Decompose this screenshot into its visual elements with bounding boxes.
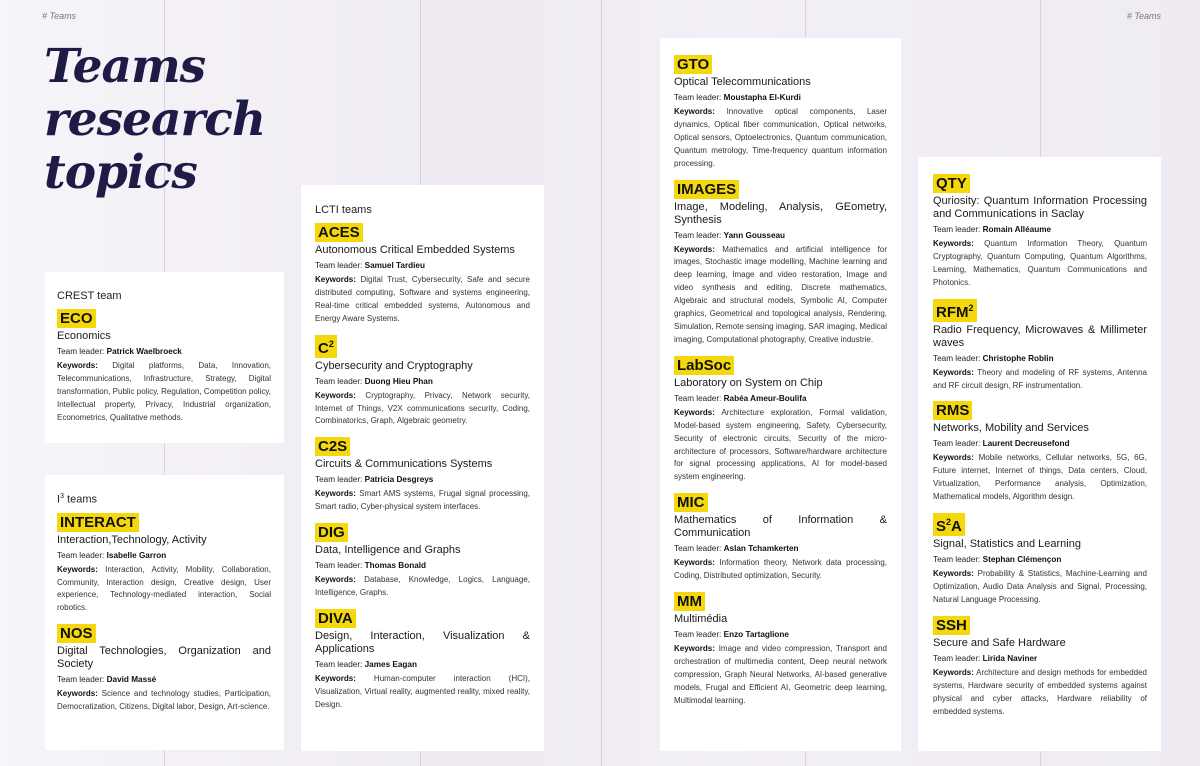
team-leader: Team leader: Rabéa Ameur-Boulifa	[674, 393, 807, 403]
team-name: Optical Telecommunications	[674, 76, 811, 88]
team-entry	[933, 299, 1147, 393]
team-entry	[315, 437, 530, 514]
team-leader: Team leader: Moustapha El-Kurdi	[674, 93, 801, 102]
team-entry	[674, 55, 887, 171]
team-code: DIG	[315, 523, 348, 542]
page-title	[44, 40, 265, 199]
team-keywords: Keywords: Digital Trust, Cybersecurity, Safe and secure distributed computing, Software and systems engineering, Real-time critical embedded systems, Autonomous and Energy Aware Systems.	[315, 275, 530, 323]
card-label: CREST team	[57, 290, 122, 302]
team-keywords: Keywords: Cryptography, Privacy, Network security, Internet of Things, V2X communications security, Coding, Combinatorics, Graph, Algebraic geometry.	[315, 390, 530, 426]
team-keywords: Keywords: Architecture exploration, Formal validation, Model-based system engineering, Safety, Cybersecurity, Security of electronic circuits, Security of the micro-architecture of processors, Software/hardware architecture for signal processing applications, AI for model-based system engineering.	[674, 407, 887, 482]
team-keywords: Keywords: Information theory, Network data processing, Coding, Distributed optimization, Security.	[674, 558, 887, 581]
team-name: Autonomous Critical Embedded Systems	[315, 244, 515, 256]
team-name: Cybersecurity and Cryptography	[315, 359, 473, 372]
team-leader: Team leader: Thomas Bonald	[315, 561, 427, 571]
team-keywords: Keywords: Mathematics and artificial intelligence for images, Stochastic image modelling, Machine learning and deep learning, Image and video restoration, Image and video synthesis and editing, Discrete mathematics, Algebraic and structural models, Symbolic AI, Computer graphics, Geometrical and topological analysis, Rendering, Simulation, Remote sensing imaging, SAR imaging, Medical imaging, Computational photography, Creative industrie.	[674, 244, 887, 344]
team-entry	[57, 513, 271, 616]
team-leader: Team leader: Laurent Decreusefond	[933, 439, 1070, 449]
running-head-left: # Teams	[42, 11, 77, 21]
team-entry	[315, 609, 530, 712]
card-label: LCTI teams	[315, 204, 372, 216]
team-name: Quriosity: Quantum Information Processing and Communications in Saclay	[933, 195, 1147, 220]
i3-teams-card	[45, 475, 284, 750]
team-entry	[674, 493, 887, 583]
team-keywords: Keywords: Theory and modeling of RF systems, Antenna and RF circuit design, RF instrumentation.	[933, 367, 1147, 390]
running-head-right: # Teams	[1126, 11, 1161, 21]
team-leader: Team leader: Duong Hieu Phan	[315, 376, 433, 386]
team-keywords: Keywords: Digital platforms, Data, Innovation, Telecommunications, Infrastructure, Strategy, Digital transformation, Public policy, Regulation, Competition policy, Intellectual property, Privacy, Industrial organization, Econometrics, Qualitative methods.	[57, 361, 271, 422]
team-code: C2S	[315, 437, 350, 456]
team-code: ACES	[315, 223, 363, 242]
team-code: RFM$^2$	[933, 299, 977, 322]
crest-team-card	[45, 272, 284, 443]
team-leader: Team leader: Patrick Waelbroeck	[57, 347, 182, 356]
column-4-teams-card	[918, 157, 1161, 751]
team-name: Radio Frequency, Microwaves & Millimeter waves	[933, 323, 1147, 349]
team-leader: Team leader: Stephan Clémençon	[933, 555, 1062, 565]
lcti-teams-card	[301, 185, 544, 751]
team-keywords: Keywords: Science and technology studies, Participation, Democratization, Citizens, Digital labor, Design, Art-science.	[57, 689, 271, 712]
team-keywords: Keywords: Mobile networks, Cellular networks, 5G, 6G, Future internet, Internet of things, Data centers, Cloud, Virtualization, Performance analysis, Optimization, Mathematical models, Algorithm design.	[933, 453, 1147, 502]
column-3-teams-card	[660, 38, 901, 751]
title-line-3: topics	[44, 145, 197, 200]
team-code: SSH	[933, 616, 970, 635]
team-keywords: Keywords: Interaction, Activity, Mobility, Collaboration, Community, Interaction design, Creative design, User experience, Technology-mediated interaction, Social robotics.	[57, 564, 271, 613]
team-leader: Team leader: Isabelle Garron	[57, 550, 167, 560]
team-code: $C^2$	[315, 335, 337, 358]
team-leader: Team leader: Samuel Tardieu	[315, 261, 425, 270]
team-name: Interaction,Technology, Activity	[57, 533, 207, 546]
team-keywords: Keywords: Quantum Information Theory, Quantum Cryptography, Quantum Computing, Quantum Algorithms, Learning, Mathematics, Quantum Communications and Photonics.	[933, 239, 1147, 287]
team-code: INTERACT	[57, 513, 139, 532]
team-keywords: Keywords: Architecture and design methods for embedded systems, Hardware security of embedded systems against physical and cyber attacks, Hardware reliability of embedded systems.	[933, 667, 1148, 716]
team-keywords: Keywords: Smart AMS systems, Frugal signal processing, Smart radio, Cyber-physical system interfaces.	[315, 489, 530, 512]
team-entry	[933, 616, 1147, 719]
team-code: MIC	[674, 493, 708, 512]
team-entry	[315, 335, 530, 429]
team-entry	[674, 592, 887, 708]
team-name: Signal, Statistics and Learning	[933, 538, 1081, 551]
team-leader: Team leader: Yann Gousseau	[674, 230, 786, 240]
team-leader: Team leader: David Massé	[57, 675, 157, 685]
team-entry	[315, 223, 530, 326]
team-code: NOS	[57, 624, 96, 643]
team-name: Secure and Safe Hardware	[933, 636, 1066, 649]
team-name: Laboratory on System on Chip	[674, 376, 823, 389]
team-name: Economics	[57, 330, 111, 342]
team-leader: Team leader: Lirida Naviner	[933, 653, 1038, 663]
team-leader: Team leader: Patricia Desgreys	[315, 475, 434, 485]
team-code: RMS	[933, 401, 972, 420]
team-entry	[57, 309, 271, 425]
team-keywords: Keywords: Database, Knowledge, Logics, Language, Intelligence, Graphs.	[315, 575, 530, 598]
team-name: Digital Technologies, Organization and Society	[57, 645, 271, 671]
team-code: QTY	[933, 174, 970, 193]
team-entry	[933, 513, 1147, 607]
title-line-1: Teams	[44, 39, 206, 94]
team-entry	[674, 356, 887, 484]
team-name: Mathematics of Information & Communication	[674, 514, 887, 540]
team-code: $S^2A$	[933, 513, 965, 536]
team-leader: Team leader: James Eagan	[315, 659, 417, 669]
team-entry	[674, 180, 887, 347]
team-code: MM	[674, 592, 705, 611]
team-code: IMAGES	[674, 180, 739, 199]
card-label: $I^3$ teams	[57, 493, 97, 506]
team-name: Image, Modeling, Analysis, GEometry, Synthesis	[674, 200, 887, 226]
team-entry	[57, 624, 271, 714]
team-leader: Team leader: Aslan Tchamkerten	[674, 544, 799, 554]
title-line-2: research	[44, 92, 266, 147]
team-leader: Team leader: Romain Alléaume	[933, 225, 1052, 234]
team-code: ECO	[57, 309, 96, 328]
team-name: Circuits & Communications Systems	[315, 458, 493, 471]
team-keywords: Keywords: Image and video compression, Transport and orchestration of multimedia content, Deep neural network compression, Graph Neural Networks, AI-based generative models, Frugal and Efficient AI, Geometric deep learning, Multimodal learning.	[674, 644, 887, 705]
team-name: Networks, Mobility and Services	[933, 422, 1089, 435]
team-keywords: Keywords: Probability & Statistics, Machine-Learning and Optimization, Audio Data Analysis and Signal, Processing, Natural Language Processing.	[933, 569, 1147, 604]
team-entry	[315, 523, 530, 600]
team-name: Data, Intelligence and Graphs	[315, 544, 461, 557]
team-name: Multimédia	[674, 613, 728, 626]
team-code: GTO	[674, 55, 712, 74]
team-code: LabSoc	[674, 356, 734, 375]
divider-line	[601, 0, 602, 766]
team-name: Design, Interaction, Visualization & Applications	[315, 629, 530, 655]
team-code: DIVA	[315, 609, 356, 628]
team-leader: Team leader: Christophe Roblin	[933, 353, 1054, 363]
team-keywords: Keywords: Human-computer interaction (HCI), Visualization, Virtual reality, augmented reality, mixed reality, Design.	[315, 673, 530, 709]
team-entry	[933, 174, 1147, 290]
team-leader: Team leader: Enzo Tartaglione	[674, 630, 789, 640]
team-keywords: Keywords: Innovative optical components, Laser dynamics, Optical fiber communication, Optical networks, Optical sensors, Optoelectronics, Quantum communication, Quantum metrology, Time-frequency quantum information processing.	[674, 107, 887, 168]
team-entry	[933, 401, 1147, 504]
